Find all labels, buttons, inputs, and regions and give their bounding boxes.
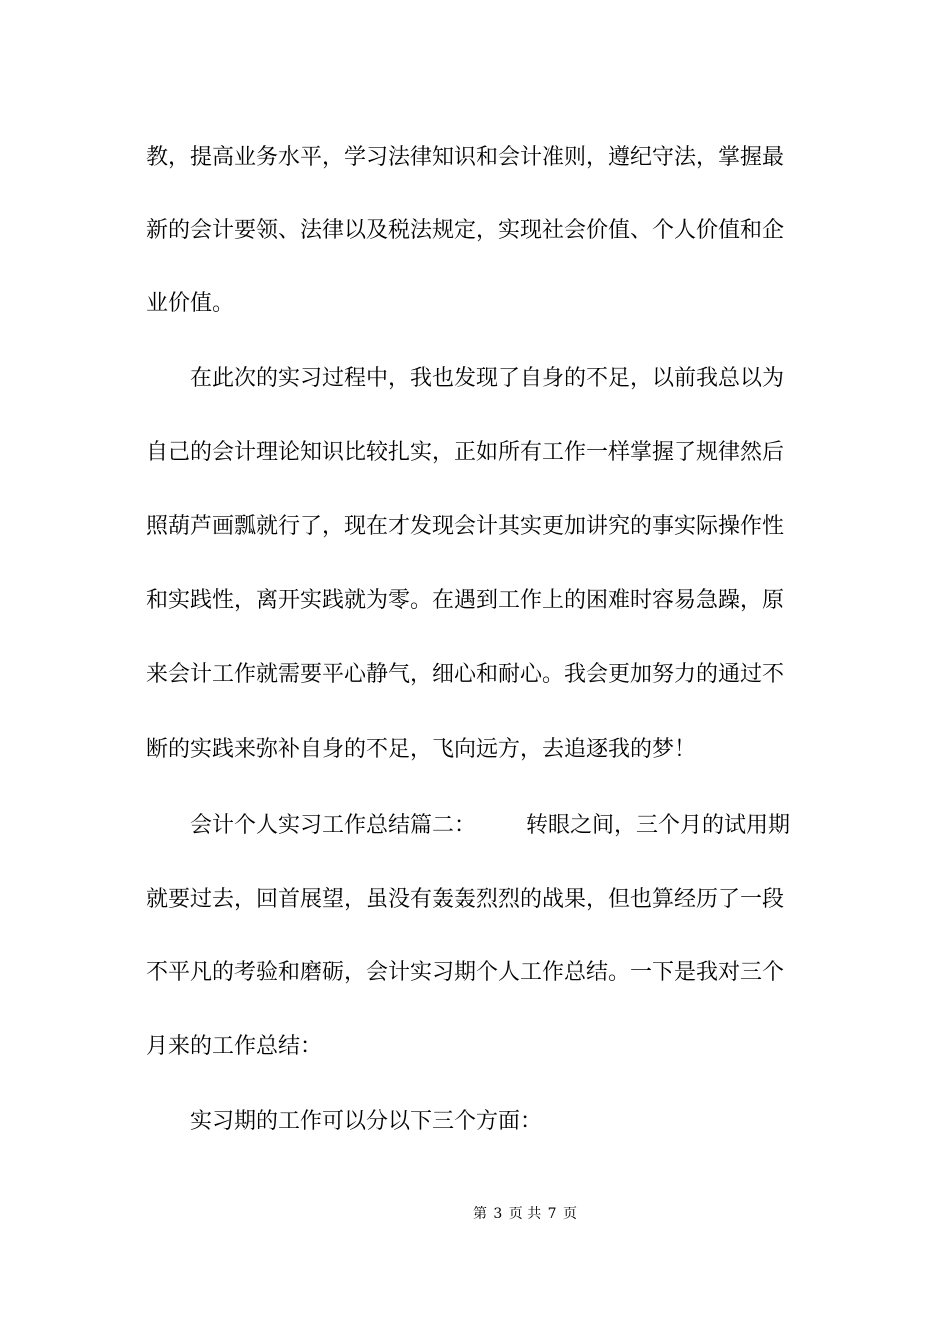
text-line: 教，提高业务水平，学习法律知识和会计准则，遵纪守法，掌握最	[146, 145, 785, 170]
section-heading-line	[190, 811, 790, 841]
text-line: 业价值。	[146, 291, 235, 316]
text-line: 新的会计要领、法律以及税法规定，实现社会价值、个人价值和企	[146, 218, 785, 243]
page-label: 页 共	[508, 1206, 542, 1222]
text-line: 和实践性，离开实践就为零。在遇到工作上的困难时容易急躁，原	[146, 588, 785, 613]
page-current: 3	[493, 1206, 503, 1222]
text-line: 在此次的实习过程中，我也发现了自身的不足，以前我总以为	[190, 366, 785, 391]
text-line: 自己的会计理论知识比较扎实，正如所有工作一样掌握了规律然后	[146, 440, 785, 465]
text-line: 实习期的工作可以分以下三个方面：	[190, 1109, 543, 1134]
text-line: 月来的工作总结：	[146, 1034, 323, 1059]
page-total: 7	[547, 1206, 557, 1222]
text-line: 照葫芦画瓢就行了，现在才发现会计其实更加讲究的事实际操作性	[146, 514, 785, 539]
page-label: 第	[472, 1206, 487, 1222]
text-line: 不平凡的考验和磨砺，会计实习期个人工作总结。一下是我对三个	[146, 960, 785, 985]
text-run: 转眼之间，三个月的试用期	[526, 813, 791, 838]
page-number-footer	[0, 1205, 950, 1223]
text-line: 就要过去，回首展望，虽没有轰轰烈烈的战果，但也算经历了一段	[146, 887, 785, 912]
page-label: 页	[563, 1206, 578, 1222]
section-heading: 会计个人实习工作总结篇二：	[190, 813, 477, 838]
text-line: 断的实践来弥补自身的不足，飞向远方，去追逐我的梦！	[146, 737, 697, 762]
text-line: 来会计工作就需要平心静气，细心和耐心。我会更加努力的通过不	[146, 662, 785, 687]
